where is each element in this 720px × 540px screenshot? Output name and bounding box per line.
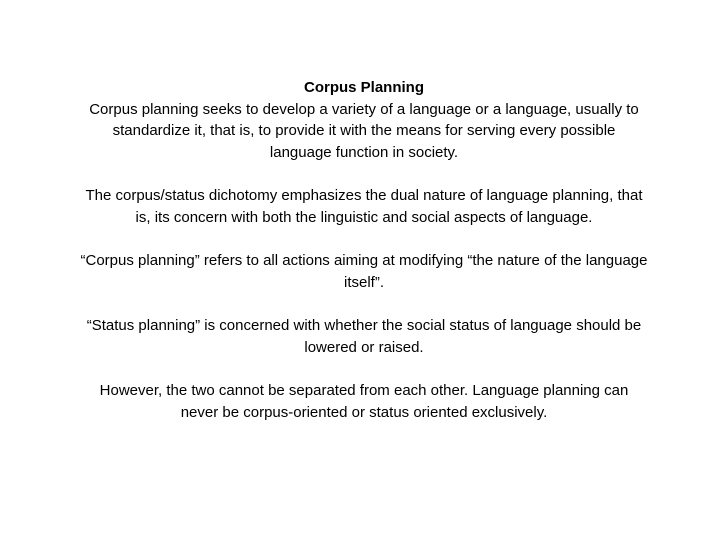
- slide-content: [80, 77, 648, 423]
- paragraph-corpus-status-dichotomy: The corpus/status dichotomy emphasizes the dual nature of language planning, that is, its concern with both the linguistic and social aspects of language.: [85, 187, 643, 226]
- paragraph-corpus-planning-quote: “Corpus planning” refers to all actions aiming at modifying “the nature of the language itself”.: [80, 252, 648, 291]
- paragraph-corpus-planning-definition: Corpus planning seeks to develop a variety of a language or a language, usually to standardize it, that is, to provide it with the means for serving every possible language function in society.: [89, 100, 639, 161]
- paragraph-status-planning-quote: “Status planning” is concerned with whether the social status of language should be lowered or raised.: [86, 317, 642, 356]
- slide-title: Corpus Planning: [304, 79, 424, 96]
- paragraph-inseparable-conclusion: However, the two cannot be separated from each other. Language planning can never be corpus-oriented or status oriented exclusively.: [99, 382, 629, 421]
